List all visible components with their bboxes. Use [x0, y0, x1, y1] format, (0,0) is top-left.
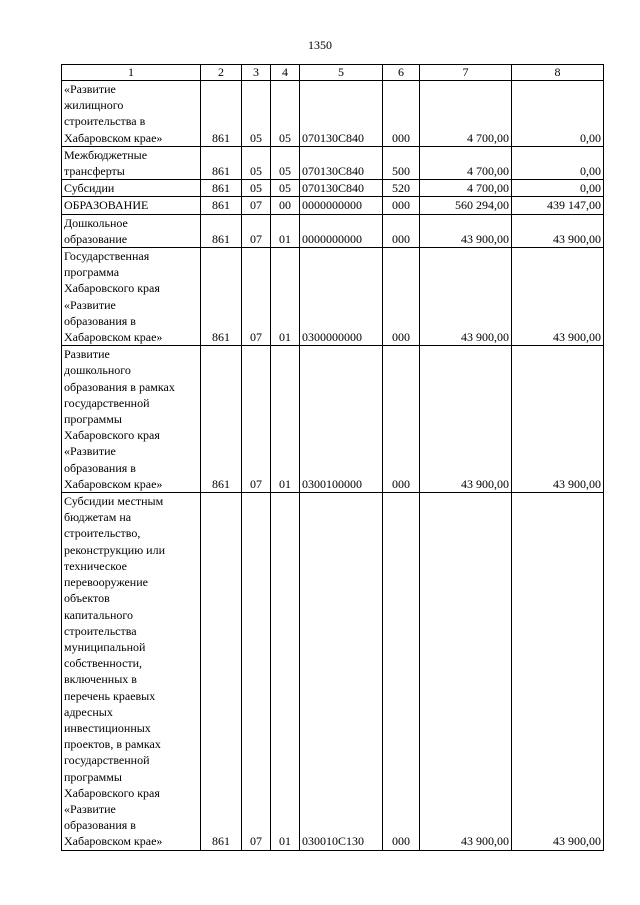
item-name-line: программа [64, 265, 120, 280]
amount-year1-cell: 43 900,00 [420, 346, 512, 493]
column-header: 5 [300, 65, 383, 81]
target-article-cell: 030010С130 [300, 493, 383, 850]
item-name-line: Хабаровском крае» [64, 834, 163, 849]
expense-type-cell: 000 [383, 214, 420, 247]
column-header: 3 [242, 65, 271, 81]
section-cell: 07 [242, 248, 271, 346]
target-article-cell: 070130С840 [300, 81, 383, 147]
item-name-line: программы [64, 412, 122, 427]
item-name-line: перевооружение [64, 575, 148, 590]
amount-year2-cell: 0,00 [512, 180, 604, 197]
expense-type-cell: 000 [383, 493, 420, 850]
column-header: 6 [383, 65, 420, 81]
item-name-line: собственности, [64, 656, 143, 671]
item-name-line: адресных [64, 704, 113, 719]
column-header: 7 [420, 65, 512, 81]
item-name-line: Межбюджетные [64, 147, 148, 162]
subsection-cell: 05 [271, 81, 300, 147]
amount-year2-cell: 43 900,00 [512, 346, 604, 493]
item-name-line: Развитие [64, 347, 110, 362]
grbs-cell: 861 [201, 180, 242, 197]
subsection-cell: 05 [271, 180, 300, 197]
item-name-line: государственной [64, 395, 150, 410]
grbs-cell: 861 [201, 493, 242, 850]
budget-table [61, 64, 604, 851]
item-name-line: муниципальной [64, 639, 146, 654]
table-row [62, 81, 604, 147]
page-number: 1350 [308, 38, 332, 52]
item-name-line: капитального [64, 607, 133, 622]
item-name-cell [62, 248, 201, 346]
grbs-cell: 861 [201, 81, 242, 147]
target-article-cell: 070130С840 [300, 146, 383, 179]
section-cell: 07 [242, 346, 271, 493]
item-name-line: образования в [64, 460, 136, 475]
grbs-cell: 861 [201, 197, 242, 214]
grbs-cell: 861 [201, 346, 242, 493]
item-name-line: Дошкольное [64, 215, 128, 230]
amount-year2-cell: 43 900,00 [512, 214, 604, 247]
item-name-line: трансферты [64, 164, 125, 179]
item-name-line: строительства в [64, 114, 146, 129]
table-row [62, 248, 604, 346]
target-article-cell: 0300000000 [300, 248, 383, 346]
item-name-cell [62, 214, 201, 247]
item-name-line: «Развитие [64, 297, 116, 312]
table-row [62, 180, 604, 197]
item-name-line: строительство, [64, 526, 141, 541]
subsection-cell: 01 [271, 346, 300, 493]
amount-year2-cell: 43 900,00 [512, 493, 604, 850]
amount-year2-cell: 439 147,00 [512, 197, 604, 214]
section-cell: 05 [242, 81, 271, 147]
grbs-cell: 861 [201, 146, 242, 179]
amount-year1-cell: 560 294,00 [420, 197, 512, 214]
item-name-line: Хабаровского края [64, 428, 160, 443]
item-name-line: Субсидии местным [64, 494, 164, 509]
item-name-line: жилищного [64, 98, 124, 113]
item-name-line: Хабаровском крае» [64, 330, 163, 345]
item-name-line: Субсидии [64, 181, 115, 196]
amount-year1-cell: 43 900,00 [420, 493, 512, 850]
expense-type-cell: 500 [383, 146, 420, 179]
grbs-cell: 861 [201, 214, 242, 247]
amount-year1-cell: 43 900,00 [420, 214, 512, 247]
item-name-line: включенных в [64, 672, 137, 687]
column-header: 1 [62, 65, 201, 81]
table-row [62, 493, 604, 850]
section-cell: 05 [242, 146, 271, 179]
amount-year1-cell: 4 700,00 [420, 180, 512, 197]
item-name-line: Хабаровском крае» [64, 130, 163, 145]
subsection-cell: 01 [271, 248, 300, 346]
subsection-cell: 01 [271, 493, 300, 850]
table-row [62, 214, 604, 247]
item-name-line: «Развитие [64, 82, 116, 96]
table-row [62, 197, 604, 214]
item-name-line: образования в рамках [64, 379, 175, 394]
column-header: 4 [271, 65, 300, 81]
item-name-line: образования в [64, 313, 136, 328]
section-cell: 05 [242, 180, 271, 197]
subsection-cell: 00 [271, 197, 300, 214]
target-article-cell: 0000000000 [300, 197, 383, 214]
item-name-line: перечень краевых [64, 688, 156, 703]
item-name-line: инвестиционных [64, 720, 151, 735]
target-article-cell: 070130С840 [300, 180, 383, 197]
amount-year2-cell: 0,00 [512, 81, 604, 147]
item-name-line: «Развитие [64, 444, 116, 459]
item-name-cell [62, 180, 201, 197]
column-header: 2 [201, 65, 242, 81]
item-name-cell [62, 346, 201, 493]
item-name-line: техническое [64, 558, 127, 573]
table-row [62, 346, 604, 493]
section-cell: 07 [242, 197, 271, 214]
table-row [62, 146, 604, 179]
item-name-line: объектов [64, 591, 110, 606]
expense-type-cell: 000 [383, 197, 420, 214]
header-row [62, 65, 604, 81]
item-name-line: дошкольного [64, 363, 131, 378]
item-name-line: образования в [64, 818, 136, 833]
amount-year1-cell: 4 700,00 [420, 146, 512, 179]
amount-year1-cell: 4 700,00 [420, 81, 512, 147]
item-name-line: строительства [64, 623, 137, 638]
subsection-cell: 01 [271, 214, 300, 247]
item-name-line: «Развитие [64, 801, 116, 816]
item-name-cell [62, 493, 201, 850]
item-name-line: Государственная [64, 249, 150, 264]
item-name-cell [62, 146, 201, 179]
expense-type-cell: 000 [383, 248, 420, 346]
grbs-cell: 861 [201, 248, 242, 346]
item-name-line: Хабаровского края [64, 281, 160, 296]
item-name-cell [62, 197, 201, 214]
amount-year2-cell: 0,00 [512, 146, 604, 179]
expense-type-cell: 520 [383, 180, 420, 197]
column-header: 8 [512, 65, 604, 81]
item-name-line: Хабаровского края [64, 785, 160, 800]
item-name-line: Хабаровском крае» [64, 476, 163, 491]
amount-year2-cell: 43 900,00 [512, 248, 604, 346]
item-name-cell [62, 81, 201, 147]
item-name-line: реконструкцию или [64, 542, 165, 557]
item-name-line: проектов, в рамках [64, 737, 161, 752]
section-cell: 07 [242, 493, 271, 850]
expense-type-cell: 000 [383, 346, 420, 493]
item-name-line: программы [64, 769, 122, 784]
expense-type-cell: 000 [383, 81, 420, 147]
section-cell: 07 [242, 214, 271, 247]
target-article-cell: 0000000000 [300, 214, 383, 247]
item-name-line: государственной [64, 753, 150, 768]
amount-year1-cell: 43 900,00 [420, 248, 512, 346]
item-name-line: ОБРАЗОВАНИЕ [64, 198, 149, 213]
item-name-line: бюджетам на [64, 510, 132, 525]
item-name-line: образование [64, 231, 128, 246]
subsection-cell: 05 [271, 146, 300, 179]
target-article-cell: 0300100000 [300, 346, 383, 493]
